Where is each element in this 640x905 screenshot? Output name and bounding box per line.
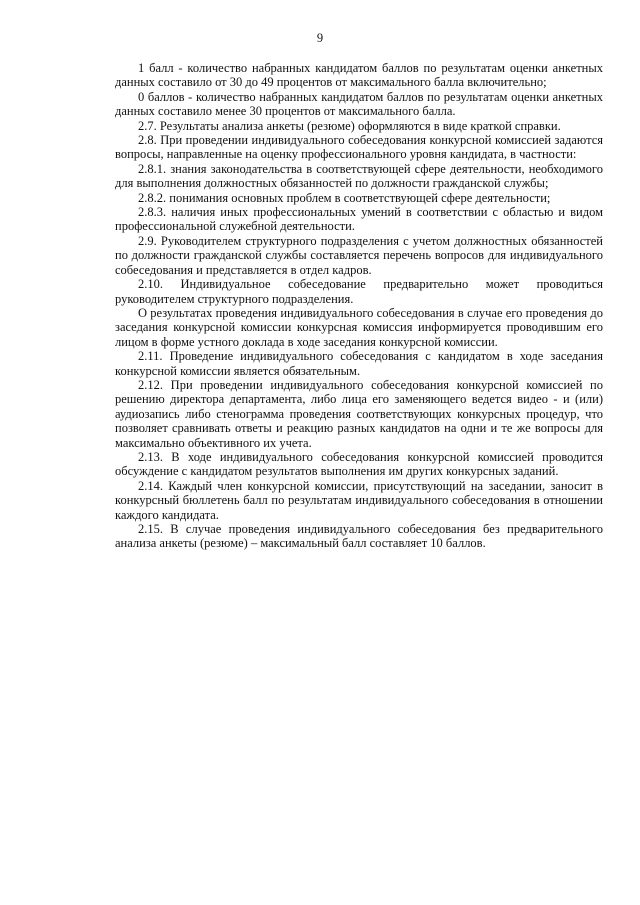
paragraph-2-10: 2.10. Индивидуальное собеседование предварительно может проводиться руководителем структурного подразделения. [115,277,603,306]
document-body [115,61,603,551]
paragraph-2-8-3: 2.8.3. наличия иных профессиональных умений в соответствии с областью и видом профессиональной служебной деятельности. [115,205,603,234]
paragraph-2-13: 2.13. В ходе индивидуального собеседования конкурсной комиссией проводится обсуждение с кандидатом результатов выполнения им других конкурсных заданий. [115,449,603,479]
paragraph-2-9: 2.9. Руководителем структурного подразделения с учетом должностных обязанностей по должности гражданской службы составляется перечень вопросов для индивидуального собеседования и представляется в отдел кадров. [115,233,603,277]
paragraph-2-14: 2.14. Каждый член конкурсной комиссии, присутствующий на заседании, заносит в конкурсный бюллетень балл по результатам индивидуального собеседования в отношении каждого кандидата. [115,478,603,522]
paragraph-2-7: 2.7. Результаты анализа анкеты (резюме) оформляются в виде краткой справки. [138,118,561,133]
paragraph-score-0: 0 баллов - количество набранных кандидатом баллов по результатам оценки анкетных данных составило менее 30 процентов от максимального балла. [115,89,603,119]
paragraph-score-1: 1 балл - количество набранных кандидатом баллов по результатам оценки анкетных данных составило от 30 до 49 процентов от максимального балла включительно; [115,61,603,90]
paragraph-2-8-1: 2.8.1. знания законодательства в соответствующей сфере деятельности, необходимого для выполнения должностных обязанностей по должности гражданской службы; [115,161,603,191]
paragraph-2-8: 2.8. При проведении индивидуального собеседования конкурсной комиссией задаются вопросы, направленные на оценку профессионального уровня кандидата, в частности: [115,133,603,162]
page-number: 9 [316,31,324,45]
paragraph-interview-results: О результатах проведения индивидуального собеседования в случае его проведения до заседания конкурсной комиссии конкурсная комиссия информируется проводившим его лицом в форме устного доклада в ходе заседания конкурсной комиссии. [115,305,603,349]
paragraph-2-12: 2.12. При проведении индивидуального собеседования конкурсной комиссией по решению директора департамента, либо лица его заменяющего ведется видео - и (или) аудиозапись либо стенограмма проведения соответствующих конкурсных процедур, что позволяет сравнивать ответы и реакцию разных кандидатов на одни и те же вопросы для максимально объективного их учета. [115,377,603,450]
paragraph-2-11: 2.11. Проведение индивидуального собеседования с кандидатом в ходе заседания конкурсной комиссии является обязательным. [115,349,603,378]
paragraph-2-8-2: 2.8.2. понимания основных проблем в соответствующей сфере деятельности; [138,190,551,205]
paragraph-2-15: 2.15. В случае проведения индивидуального собеседования без предварительного анализа анкеты (резюме) – максимальный балл составляет 10 баллов. [115,522,603,551]
